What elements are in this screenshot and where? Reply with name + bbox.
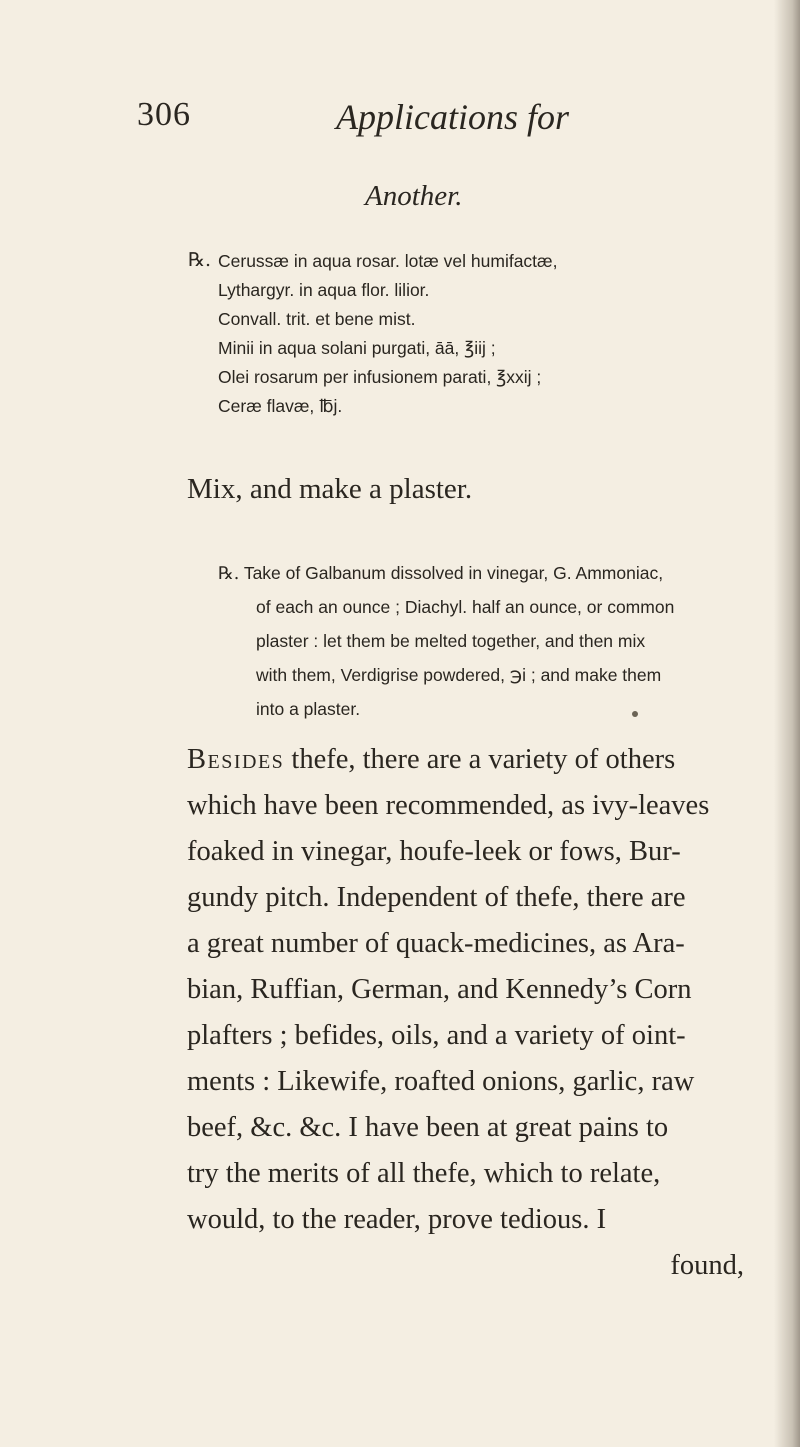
paragraph-line-text: thefe, there are a variety of others — [284, 744, 676, 775]
page-header — [0, 96, 800, 146]
recipe-line: Ceræ flavæ, ℔j. — [218, 396, 343, 416]
mix-instruction: Mix, and make a plaster. — [187, 473, 473, 505]
recipe-english — [218, 556, 758, 726]
paragraph-line: bian, Ruffian, German, and Kennedy’s Corn — [187, 974, 692, 1005]
page-number: 306 — [137, 96, 191, 133]
recipe-line: plaster : let them be melted together, and then mix — [256, 631, 646, 651]
recipe-symbol-icon: ℞. — [218, 564, 240, 584]
recipe-line: Cerussæ in aqua rosar. lotæ vel humifactæ, — [218, 251, 558, 271]
recipe-line: Minii in aqua solani purgati, āā, ℥iij ; — [218, 338, 496, 358]
page-edge-shadow — [774, 0, 800, 1447]
paragraph-line: which have been recommended, as ivy-leaves — [187, 790, 710, 821]
paragraph-line: a great number of quack-medicines, as Ara- — [187, 928, 685, 959]
recipe-line — [218, 556, 758, 590]
paragraph-line: ments : Likewife, roafted onions, garlic, raw — [187, 1066, 695, 1097]
recipe-line: of each an ounce ; Diachyl. half an ounce, or common — [256, 597, 675, 617]
recipe-symbol-icon: ℞. — [188, 249, 212, 271]
recipe-line: Olei rosarum per infusionem parati, ℥xxij ; — [218, 367, 542, 387]
paragraph-line: beef, &c. &c. I have been at great pains to — [187, 1112, 669, 1143]
paragraph-line — [187, 737, 747, 783]
recipe-latin — [188, 247, 758, 421]
paragraph-line: foaked in vinegar, houfe-leek or fows, Bur- — [187, 836, 681, 867]
paragraph-lead-word: Besides — [187, 744, 285, 775]
recipe-line-text: Take of Galbanum dissolved in vinegar, G. Ammoniac, — [243, 563, 664, 583]
recipe-line: Lythargyr. in aqua flor. lilior. — [218, 280, 430, 300]
ink-spot — [632, 711, 638, 717]
paragraph-line: plafters ; befides, oils, and a variety of oint- — [187, 1020, 686, 1051]
catchword: found, — [670, 1250, 744, 1281]
paragraph-line: try the merits of all thefe, which to relate, — [187, 1158, 661, 1189]
paragraph-line: gundy pitch. Independent of thefe, there are — [187, 882, 686, 913]
section-title: Another. — [365, 180, 463, 212]
recipe-line: into a plaster. — [256, 699, 361, 719]
recipe-line: with them, Verdigrise powdered, ℈i ; and make them — [256, 665, 662, 685]
body-paragraph — [187, 737, 747, 1289]
paragraph-line: would, to the reader, prove tedious. I — [187, 1204, 607, 1235]
recipe-line: Convall. trit. et bene mist. — [218, 309, 416, 329]
running-title: Applications for — [336, 97, 569, 137]
